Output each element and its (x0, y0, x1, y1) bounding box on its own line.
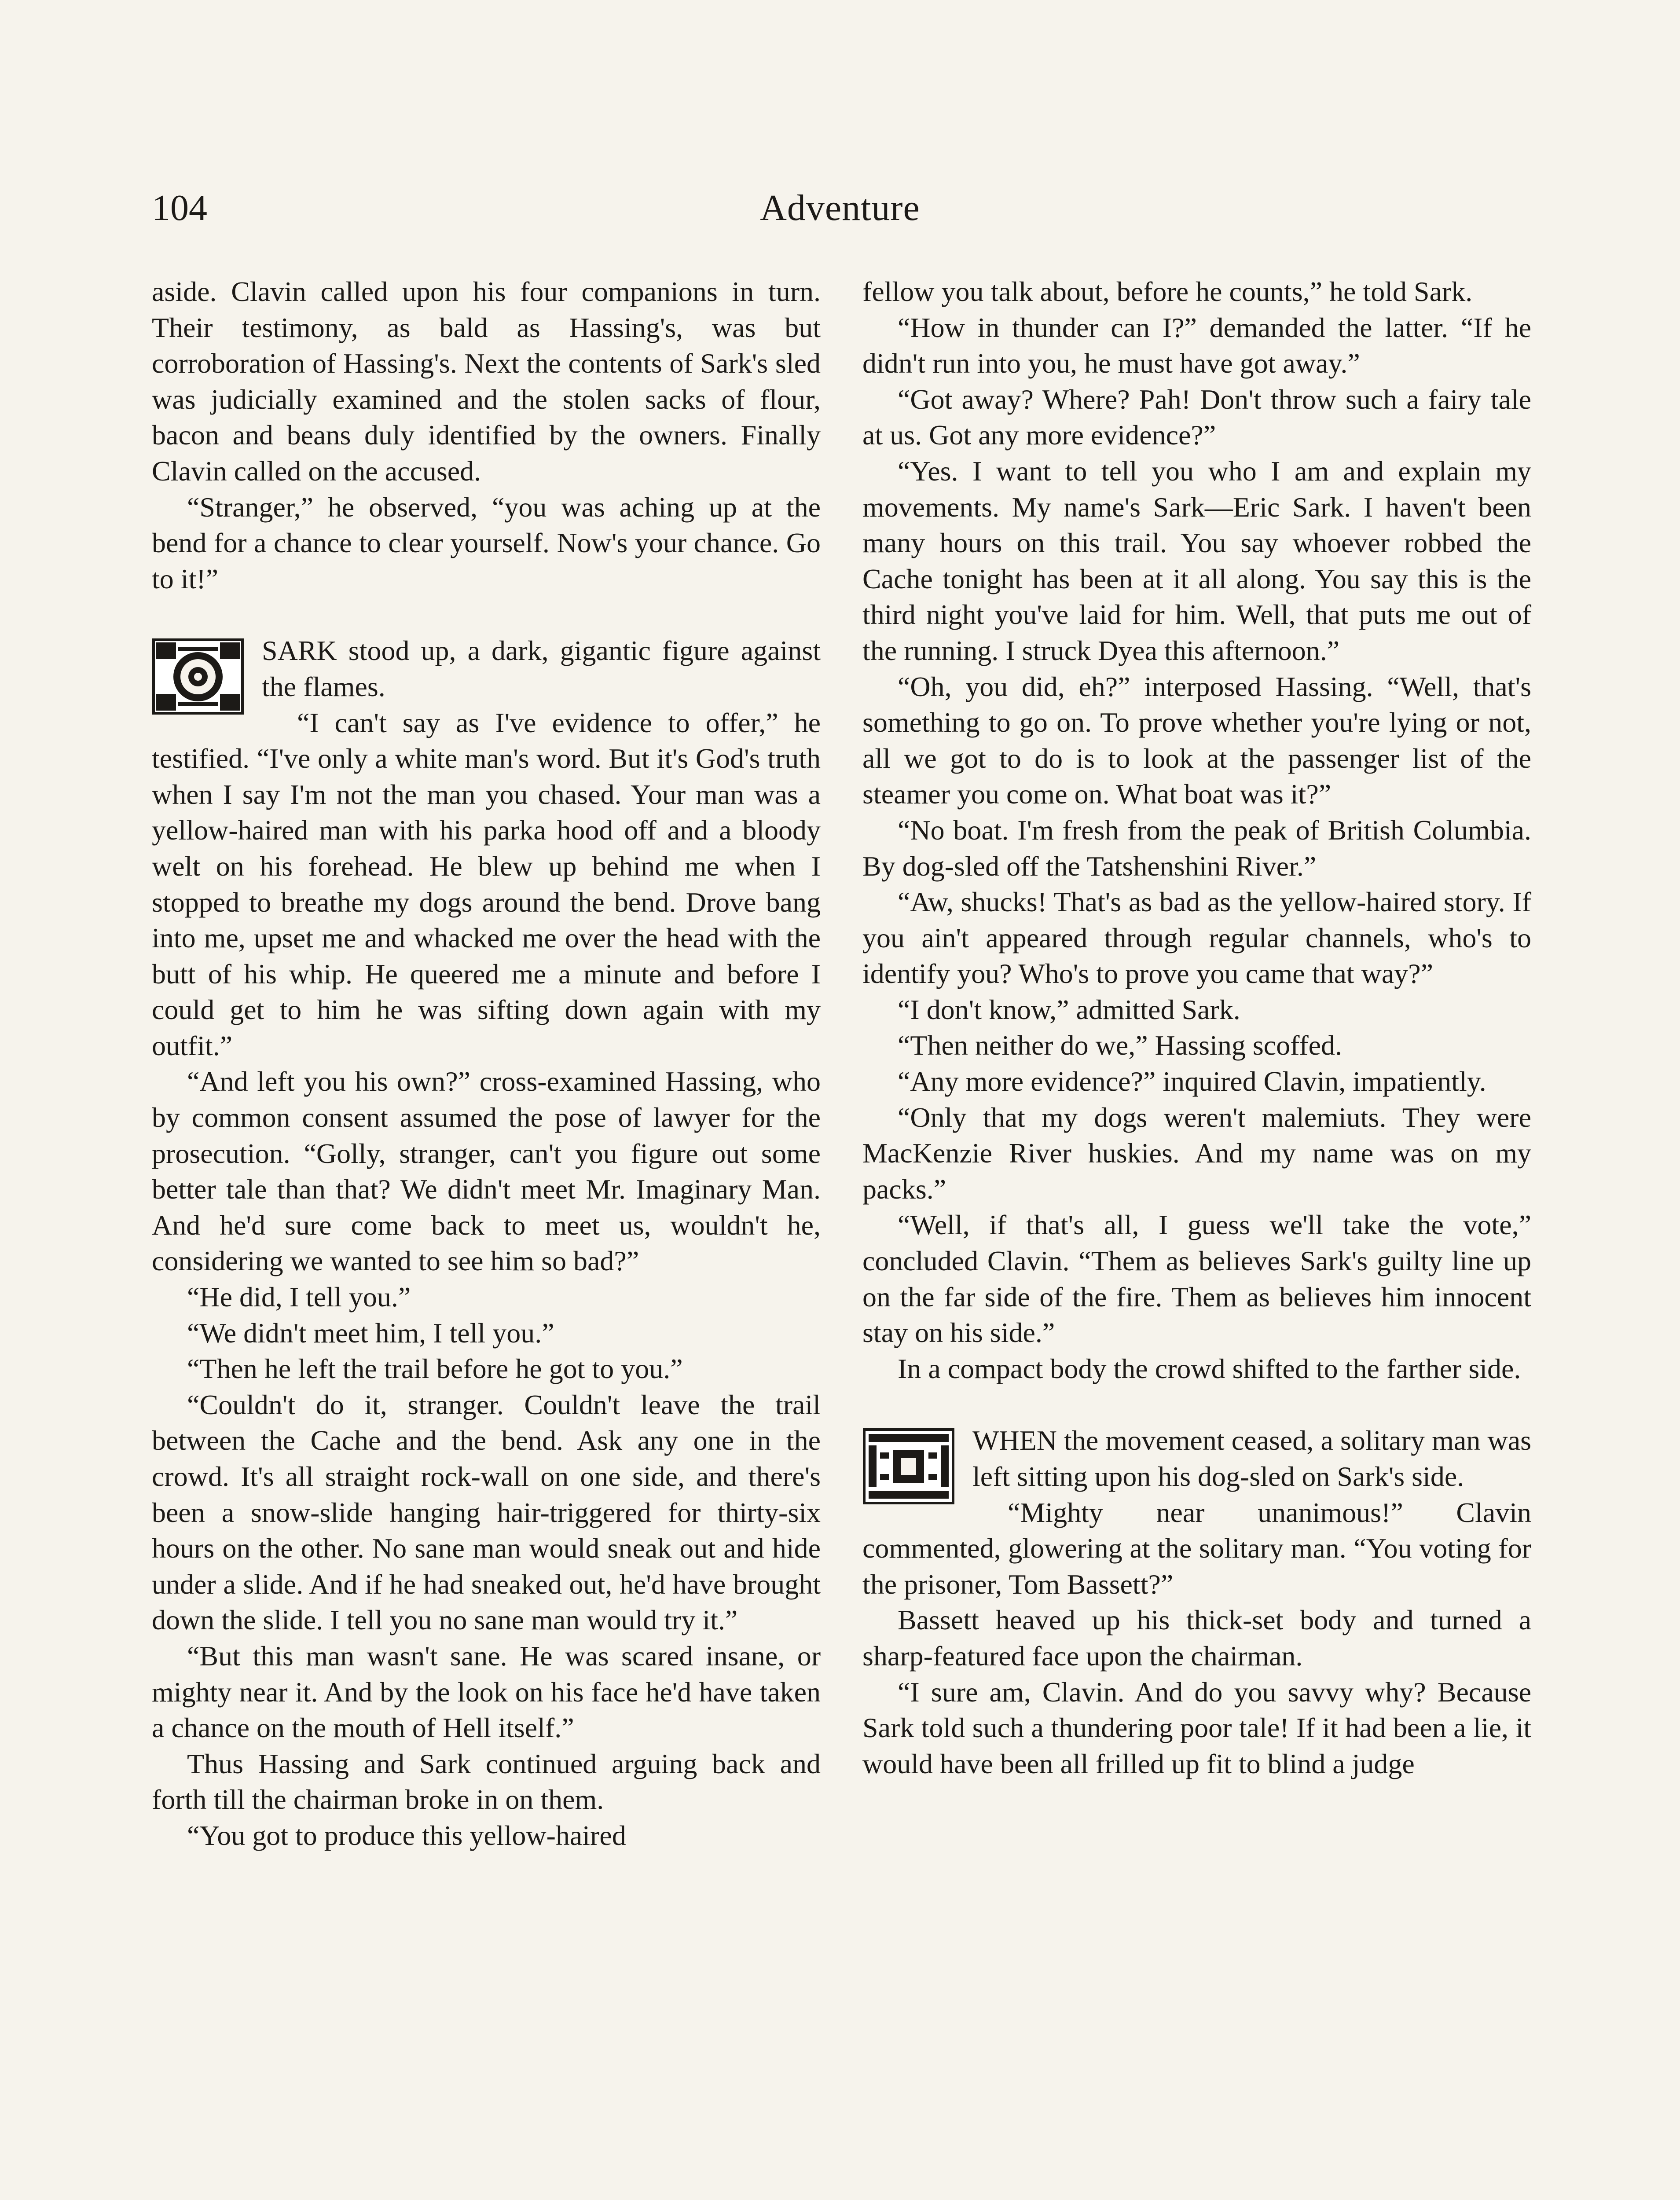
section-opening-paragraph (862, 1423, 1531, 1494)
paragraph: “No boat. I'm fresh from the peak of British Columbia. By dog-sled off the Tatshenshini River.” (862, 814, 1531, 882)
paragraph: “I can't say as I've evidence to offer,” he testified. “I've only a white man's word. But it's God's truth when I say I'm not the man you chased. Your man was a yellow-haired man with his parka hood off and a bloody welt on his forehead. He blew up behind me when I stopped to breathe my dogs around the bend. Drove bang into me, upset me and whacked me over the head with the butt of his whip. He queered me a minute and before I could get to him he was sifting down again with my outfit.” (152, 707, 821, 1061)
paragraph: “But this man wasn't sane. He was scared insane, or mighty near it. And by the look on his face he'd have taken a chance on the mouth of Hell itself.” (152, 1640, 821, 1744)
paragraph: “Only that my dogs weren't malemiuts. They were MacKenzie River huskies. And my name was on my packs.” (862, 1101, 1531, 1205)
paragraph: “He did, I tell you.” (187, 1281, 411, 1313)
paragraph: “I don't know,” admitted Sark. (898, 994, 1240, 1025)
running-title: Adventure (760, 187, 920, 228)
paragraph: In a compact body the crowd shifted to the farther side. (898, 1353, 1521, 1384)
paragraph: “You got to produce this yellow-haired (187, 1819, 626, 1851)
paragraph: “I sure am, Clavin. And do you savvy why? Because Sark told such a thundering poor tale! If it had been a lie, it would have been all frilled up fit to blind a judge (862, 1676, 1531, 1779)
paragraph: “Any more evidence?” inquired Clavin, impatiently. (898, 1066, 1486, 1097)
paragraph-text: WHEN the movement ceased, a solitary man was left sitting upon his dog-sled on Sark's side. (972, 1425, 1531, 1492)
paragraph: Bassett heaved up his thick-set body and turned a sharp-featured face upon the chairman. (862, 1604, 1531, 1672)
paragraph: “Got away? Where? Pah! Don't throw such a fairy tale at us. Got any more evidence?” (862, 383, 1531, 451)
paragraph: “Couldn't do it, stranger. Couldn't leave the trail between the Cache and the bend. Ask any one in the crowd. It's all straight rock-wall on one side, and there's been a snow-slide hanging hair-triggered for thirty-six hours on the other. No sane man would sneak out and hide under a slide. And if he had sneaked out, he'd have brought down the slide. I tell you no sane man would try it.” (152, 1389, 821, 1636)
left-column (152, 274, 821, 1854)
paragraph: Thus Hassing and Sark continued arguing back and forth till the chairman broke in on them. (152, 1748, 821, 1815)
paragraph: “And left you his own?” cross-examined Hassing, who by common consent assumed the pose of lawyer for the prosecution. “Golly, stranger, can't you figure out some better tale than that? We didn't meet Mr. Imaginary Man. And he'd sure come back to meet us, wouldn't he, considering we wanted to see him so bad?” (152, 1066, 821, 1277)
paragraph-text: SARK stood up, a dark, gigantic figure against the flames. (262, 635, 821, 702)
page-header (0, 184, 1680, 241)
paragraph: “Aw, shucks! That's as bad as the yellow-haired story. If you ain't appeared through regular channels, who's to identify you? Who's to prove you came that way?” (862, 886, 1531, 990)
right-column (862, 274, 1531, 1782)
paragraph: “Then he left the trail before he got to you.” (187, 1353, 683, 1385)
paragraph: “Yes. I want to tell you who I am and explain my movements. My name's Sark—Eric Sark. I haven't been many hours on this trail. You say whoever robbed the Cache tonight has been at it all along. You say this is the third night you've laid for him. Well, that puts me out of the running. I struck Dyea this afternoon.” (862, 455, 1531, 666)
paragraph: “How in thunder can I?” demanded the latter. “If he didn't run into you, he must have got away.” (862, 312, 1531, 379)
paragraph: “Oh, you did, eh?” interposed Hassing. “Well, that's something to go on. To prove whether you're lying or not, all we got to do is to look at the passenger list of the steamer you come on. What boat was it?” (862, 671, 1531, 810)
paragraph: “We didn't meet him, I tell you.” (187, 1317, 554, 1349)
section-opening-paragraph (152, 633, 821, 704)
page-number: 104 (152, 187, 207, 228)
ornamental-drop-cap-icon (862, 1428, 955, 1505)
paragraph: “Mighty near unanimous!” Clavin commented, glowering at the solitary man. “You voting for the prisoner, Tom Bassett?” (862, 1496, 1531, 1600)
paragraph: fellow you talk about, before he counts,” he told Sark. (862, 276, 1473, 307)
paragraph: “Stranger,” he observed, “you was aching up at the bend for a chance to clear yourself. Now's your chance. Go to it!” (152, 491, 821, 594)
ornamental-drop-cap-icon (152, 638, 244, 715)
paragraph: “Then neither do we,” Hassing scoffed. (898, 1030, 1343, 1061)
paragraph: “Well, if that's all, I guess we'll take the vote,” concluded Clavin. “Them as believes Sark's guilty line up on the far side of the fire. Them as believes him innocent stay on his side.” (862, 1209, 1531, 1349)
paragraph: aside. Clavin called upon his four companions in turn. Their testimony, as bald as Hassing's, was but corroboration of Hassing's. Next the contents of Sark's sled was judicially examined and the stolen sacks of flour, bacon and beans duly identified by the owners. Finally Clavin called on the accused. (152, 276, 821, 487)
